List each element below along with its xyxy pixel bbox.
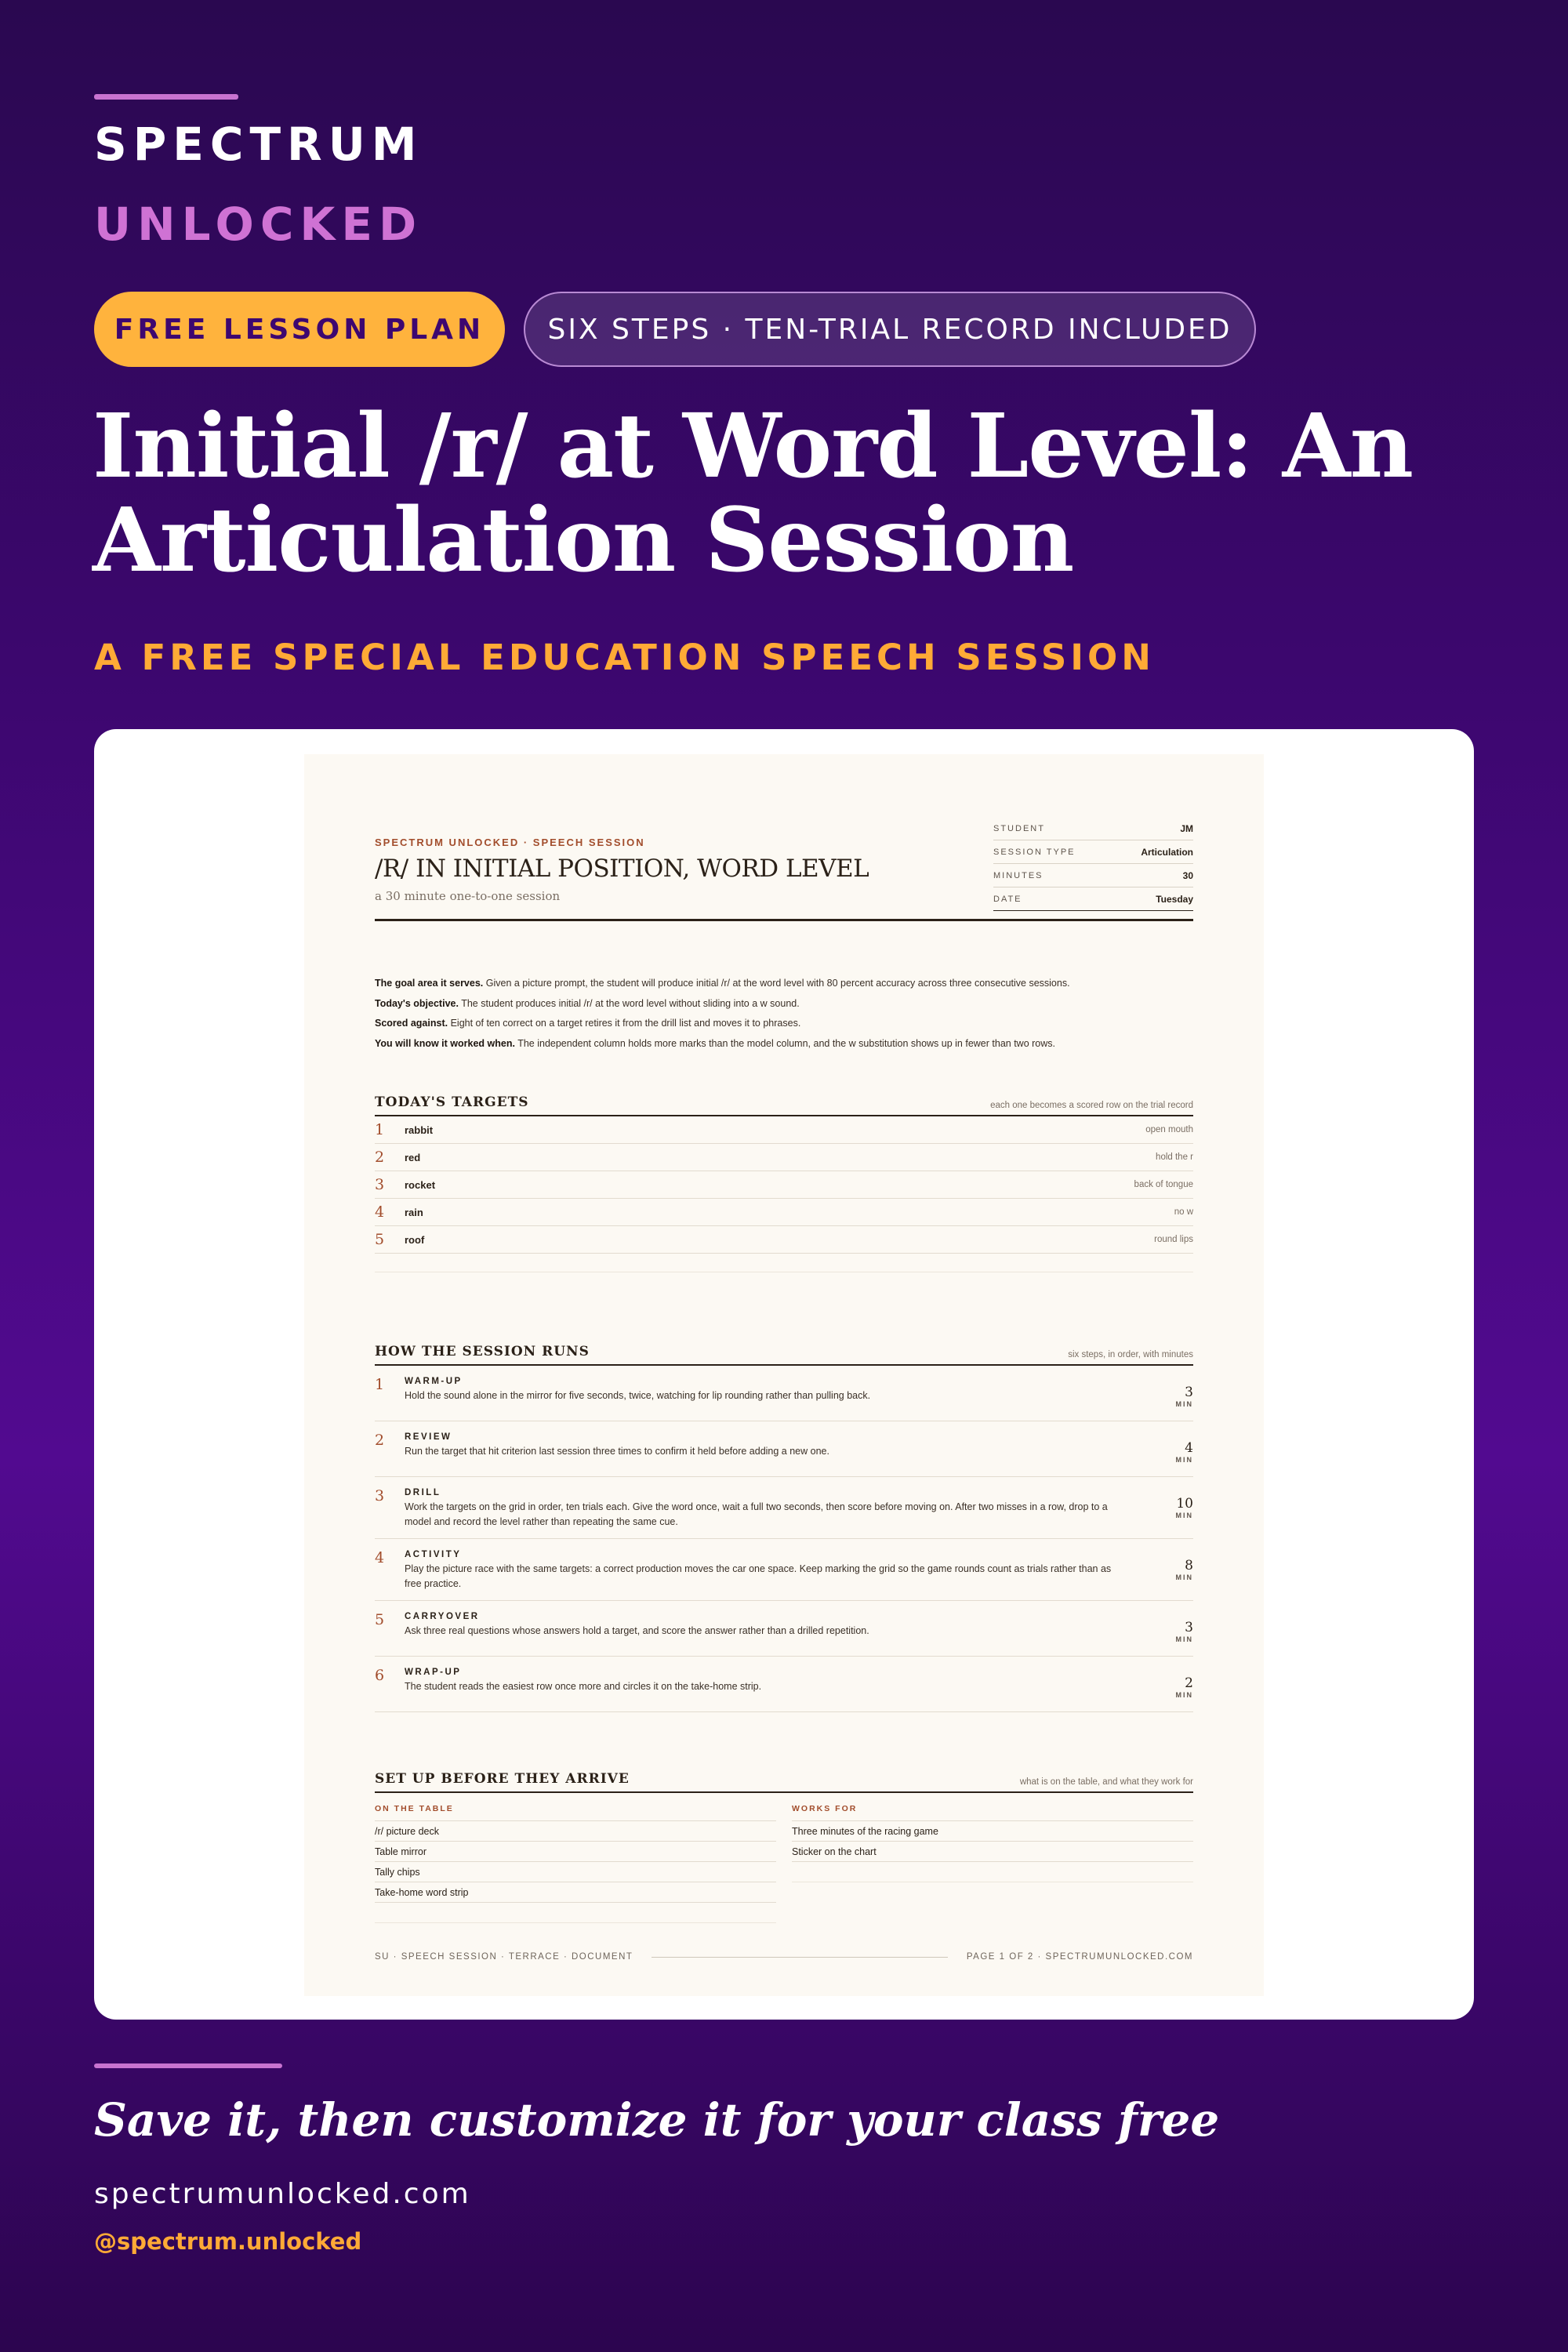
- step-description: Play the picture race with the same targets: a correct production moves the car one space. Keep marking the grid so the game rounds count as trials rather than as free practice.: [405, 1563, 1112, 1589]
- doc-title: /R/ IN INITIAL POSITION, WORD LEVEL: [375, 855, 869, 883]
- setup-header: [375, 1769, 1193, 1793]
- step-row: [375, 1366, 1193, 1421]
- steps-section: [375, 1342, 1193, 1712]
- section-note: six steps, in order, with minutes: [1068, 1350, 1193, 1359]
- on-the-table-column: [375, 1804, 776, 1923]
- goals-block: [375, 974, 1193, 1054]
- meta-key: DATE: [993, 894, 1022, 904]
- goal-label: Scored against.: [375, 1018, 448, 1029]
- free-lesson-plan-badge: FREE LESSON PLAN: [94, 292, 505, 367]
- goal-line: [375, 1014, 1193, 1034]
- step-description: Run the target that hit criterion last session three times to confirm it held before adding a new one.: [405, 1446, 829, 1457]
- step-name: WRAP-UP: [405, 1668, 462, 1677]
- section-title: TODAY'S TARGETS: [375, 1094, 529, 1110]
- minutes-value: 3: [1185, 1385, 1193, 1400]
- target-number: 4: [375, 1203, 385, 1221]
- step-name: ACTIVITY: [405, 1550, 462, 1559]
- section-title: SET UP BEFORE THEY ARRIVE: [375, 1771, 630, 1787]
- step-number: 5: [375, 1611, 385, 1628]
- goal-line: [375, 994, 1193, 1014]
- section-note: each one becomes a scored row on the trial record: [990, 1101, 1193, 1110]
- goal-text: Given a picture prompt, the student will produce initial /r/ at the word level with 80 percent accuracy across three consecutive sessions.: [485, 978, 1070, 989]
- top-accent-rule: [94, 94, 238, 100]
- target-cue: round lips: [1154, 1235, 1193, 1244]
- setup-section: [375, 1769, 1193, 1923]
- goal-line: [375, 1034, 1193, 1054]
- meta-key: STUDENT: [993, 823, 1045, 833]
- target-row: [375, 1226, 1193, 1254]
- target-row: [375, 1144, 1193, 1171]
- minutes-value: 2: [1185, 1675, 1193, 1691]
- column-heading: WORKS FOR: [792, 1804, 1193, 1821]
- step-minutes: [1176, 1385, 1194, 1408]
- step-number: 1: [375, 1376, 385, 1393]
- step-description: Work the targets on the grid in order, ten trials each. Give the word once, wait a full two seconds, then score before moving on. After two misses in a row, drop to a model and record the level rather than repeating the same cue.: [405, 1501, 1108, 1527]
- step-body: [405, 1550, 1193, 1592]
- step-minutes: [1176, 1620, 1194, 1643]
- step-row: [375, 1657, 1193, 1712]
- call-to-action: Save it, then customize it for your class free: [94, 2093, 1220, 2147]
- target-word: rocket: [405, 1178, 436, 1191]
- target-word: rabbit: [405, 1123, 434, 1136]
- target-number: 1: [375, 1121, 385, 1138]
- blank-target-row: [375, 1254, 1193, 1272]
- blank-setup-row: [375, 1903, 776, 1923]
- meta-key: SESSION TYPE: [993, 847, 1076, 857]
- session-meta-table: [993, 817, 1193, 911]
- setup-item: /r/ picture deck: [375, 1821, 776, 1842]
- meta-value: Articulation: [1141, 846, 1193, 858]
- meta-value: 30: [1182, 869, 1193, 881]
- footer-right: PAGE 1 OF 2 · SPECTRUMUNLOCKED.COM: [966, 1952, 1193, 1962]
- column-heading: ON THE TABLE: [375, 1804, 776, 1821]
- step-minutes: [1176, 1675, 1194, 1699]
- goal-text: The student produces initial /r/ at the word level without sliding into a w sound.: [461, 997, 800, 1009]
- setup-item: Table mirror: [375, 1842, 776, 1862]
- step-description: The student reads the easiest row once more and circles it on the take-home strip.: [405, 1681, 762, 1692]
- targets-section: [375, 1093, 1193, 1272]
- social-handle[interactable]: @spectrum.unlocked: [94, 2228, 362, 2255]
- target-cue: open mouth: [1145, 1125, 1193, 1134]
- meta-row: [993, 840, 1193, 864]
- target-word: roof: [405, 1233, 425, 1246]
- step-name: DRILL: [405, 1488, 441, 1497]
- works-for-column: [792, 1804, 1193, 1923]
- minutes-unit: MIN: [1175, 1691, 1193, 1699]
- step-row: [375, 1477, 1193, 1539]
- step-description: Ask three real questions whose answers hold a target, and score the answer rather than a drilled repetition.: [405, 1625, 869, 1636]
- minutes-unit: MIN: [1175, 1512, 1193, 1519]
- target-number: 3: [375, 1176, 385, 1193]
- step-row: [375, 1539, 1193, 1601]
- meta-row: [993, 864, 1193, 887]
- minutes-unit: MIN: [1175, 1573, 1193, 1581]
- minutes-value: 10: [1176, 1496, 1193, 1512]
- minutes-unit: MIN: [1175, 1635, 1193, 1643]
- step-description: Hold the sound alone in the mirror for five seconds, twice, watching for lip rounding rather than pulling back.: [405, 1390, 871, 1401]
- target-cue: back of tongue: [1134, 1180, 1193, 1189]
- target-number: 2: [375, 1149, 385, 1166]
- lesson-document: [304, 754, 1264, 1996]
- step-row: [375, 1421, 1193, 1477]
- subheadline: A FREE SPECIAL EDUCATION SPEECH SESSION: [94, 637, 1155, 678]
- section-title: HOW THE SESSION RUNS: [375, 1344, 590, 1359]
- step-body: [405, 1612, 1193, 1639]
- reward-item: Sticker on the chart: [792, 1842, 1193, 1862]
- target-row: [375, 1199, 1193, 1226]
- setup-columns: [375, 1804, 1193, 1923]
- step-name: WARM-UP: [405, 1377, 463, 1386]
- goal-line: [375, 974, 1193, 994]
- brand-line-2: UNLOCKED: [94, 198, 423, 251]
- meta-key: MINUTES: [993, 870, 1044, 880]
- step-number: 2: [375, 1432, 385, 1449]
- setup-item: Take-home word strip: [375, 1882, 776, 1903]
- meta-value: JM: [1180, 822, 1193, 834]
- footer-rule: [652, 1957, 947, 1958]
- website-link[interactable]: spectrumunlocked.com: [94, 2178, 471, 2210]
- doc-subtitle: a 30 minute one-to-one session: [375, 889, 561, 903]
- goal-label: Today's objective.: [375, 997, 459, 1009]
- minutes-value: 3: [1185, 1620, 1193, 1635]
- meta-row: [993, 817, 1193, 840]
- target-cue: no w: [1174, 1207, 1193, 1217]
- step-body: [405, 1377, 1193, 1403]
- target-word: rain: [405, 1206, 423, 1218]
- step-minutes: [1176, 1496, 1194, 1519]
- steps-header: [375, 1342, 1193, 1366]
- section-note: what is on the table, and what they work for: [1019, 1777, 1193, 1787]
- steps-badge: SIX STEPS · TEN-TRIAL RECORD INCLUDED: [524, 292, 1256, 367]
- bottom-accent-rule: [94, 2063, 282, 2068]
- step-body: [405, 1432, 1193, 1459]
- setup-item: Tally chips: [375, 1862, 776, 1882]
- target-number: 5: [375, 1231, 385, 1248]
- meta-row: [993, 887, 1193, 911]
- step-minutes: [1176, 1558, 1194, 1581]
- goal-text: Eight of ten correct on a target retires it from the drill list and moves it to phrases.: [450, 1018, 801, 1029]
- step-row: [375, 1601, 1193, 1657]
- blank-reward-row: [792, 1862, 1193, 1882]
- target-cue: hold the r: [1156, 1152, 1193, 1162]
- step-body: [405, 1668, 1193, 1694]
- brand-line-1: SPECTRUM: [94, 118, 423, 171]
- meta-value: Tuesday: [1156, 893, 1193, 905]
- minutes-unit: MIN: [1175, 1456, 1193, 1464]
- step-body: [405, 1488, 1193, 1530]
- step-number: 6: [375, 1667, 385, 1684]
- target-word: red: [405, 1151, 421, 1163]
- step-number: 3: [375, 1487, 385, 1504]
- headline: Initial /r/ at Word Level: An Articulation Session: [93, 395, 1414, 592]
- target-row: [375, 1116, 1193, 1144]
- footer-left: SU · SPEECH SESSION · TERRACE · DOCUMENT: [375, 1952, 633, 1962]
- minutes-value: 8: [1185, 1558, 1193, 1573]
- header-divider: [375, 919, 1193, 921]
- reward-item: Three minutes of the racing game: [792, 1821, 1193, 1842]
- targets-header: [375, 1093, 1193, 1116]
- minutes-value: 4: [1185, 1440, 1193, 1456]
- step-number: 4: [375, 1549, 385, 1566]
- goal-label: The goal area it serves.: [375, 978, 484, 989]
- minutes-unit: MIN: [1175, 1400, 1193, 1408]
- step-name: REVIEW: [405, 1432, 452, 1442]
- step-name: CARRYOVER: [405, 1612, 480, 1621]
- target-row: [375, 1171, 1193, 1199]
- doc-eyebrow: SPECTRUM UNLOCKED · SPEECH SESSION: [375, 837, 645, 848]
- goal-label: You will know it worked when.: [375, 1037, 515, 1049]
- goal-text: The independent column holds more marks than the model column, and the w substitution shows up in fewer than two rows.: [517, 1037, 1055, 1049]
- document-preview-card: [94, 729, 1474, 2020]
- step-minutes: [1176, 1440, 1194, 1464]
- doc-footer: [375, 1952, 1193, 1962]
